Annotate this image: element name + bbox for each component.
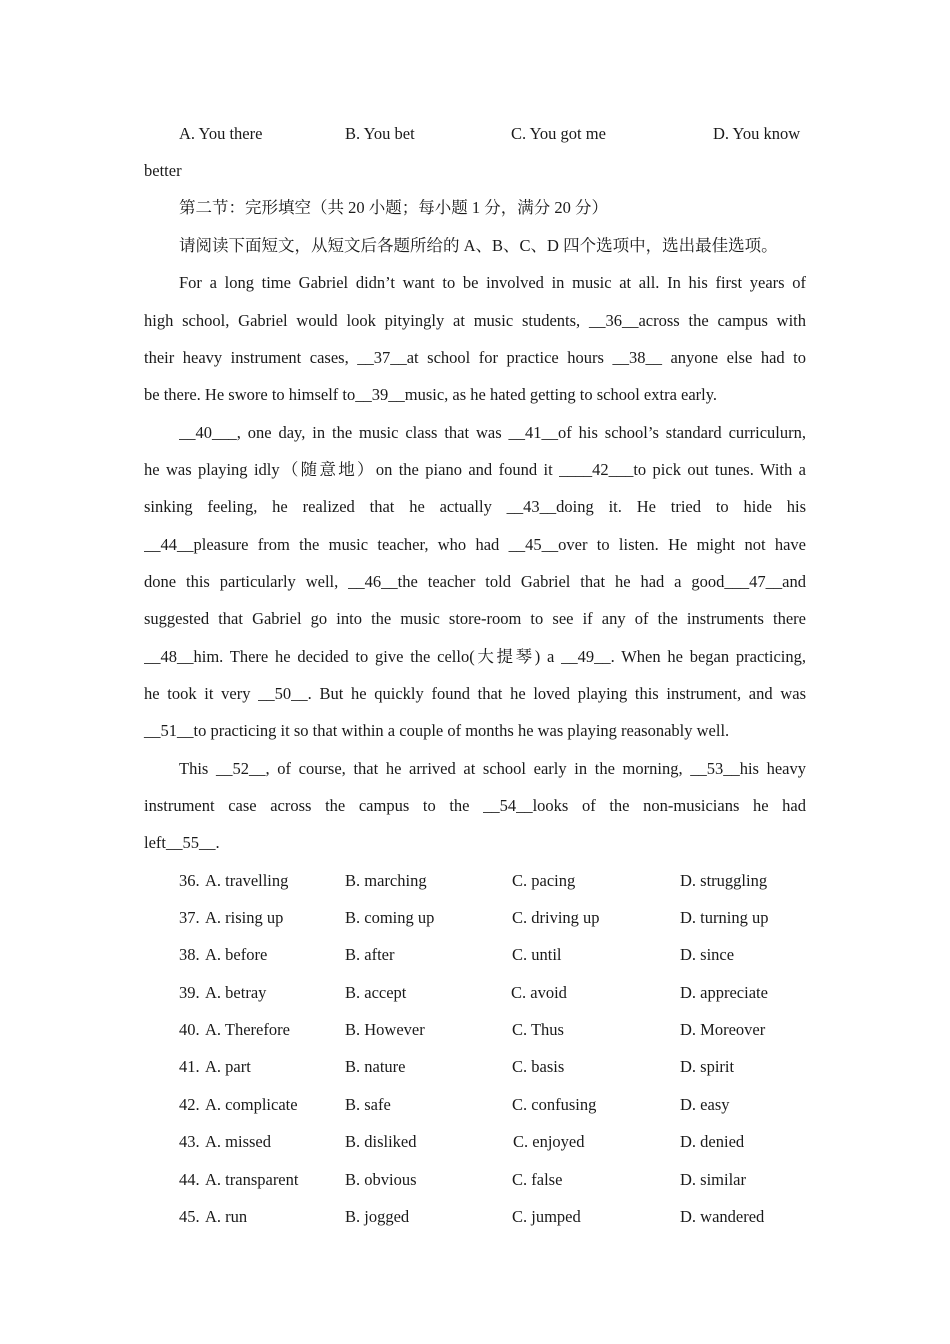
option-d: D. similar (680, 1170, 746, 1189)
passage-line: left__55__. (144, 833, 220, 852)
passage-line: high school, Gabriel would look pityingly at music students, __36__across the campus with (144, 311, 806, 330)
passage-line: __51__to practicing it so that within a couple of months he was playing reasonably well. (144, 721, 730, 740)
option-d: D. since (680, 945, 735, 964)
passage-line: be there. He swore to himself to__39__music, as he hated getting to school extra early. (144, 385, 718, 404)
option-a: A. transparent (205, 1170, 299, 1189)
option-a: A. before (205, 945, 268, 964)
question-number: 45. (179, 1207, 200, 1226)
passage-line: __48__him. There he decided to give the cello(大提琴) a __49__. When he began practicing, (144, 647, 806, 666)
passage-line: __40___, one day, in the music class that was __41__of his school’s standard curriculurn, (179, 423, 806, 442)
option-c: C. jumped (512, 1207, 581, 1226)
question-number: 42. (179, 1095, 200, 1114)
option-a: A. run (205, 1207, 248, 1226)
section-instruction: 请阅读下面短文，从短文后各题所给的 A、B、C、D 四个选项中，选出最佳选项。 (179, 236, 778, 255)
passage-line: he was playing idly（随意地）on the piano and found it ____42___to pick out tunes. With a (144, 460, 806, 479)
question-number: 41. (179, 1057, 200, 1076)
option-d: D. easy (680, 1095, 730, 1114)
passage-line: done this particularly well, __46__the teacher told Gabriel that he had a good___47__and (144, 572, 806, 591)
question-number: 44. (179, 1170, 200, 1189)
option-c: C. Thus (512, 1020, 564, 1039)
option-d: D. appreciate (680, 983, 768, 1002)
option-b: B. disliked (345, 1132, 417, 1151)
passage-line: For a long time Gabriel didn’t want to be involved in music at all. In his first years of (179, 273, 806, 292)
option-d: D. denied (680, 1132, 745, 1151)
option-a: A. betray (205, 983, 267, 1002)
option-d: D. wandered (680, 1207, 765, 1226)
option-c: C. confusing (512, 1095, 597, 1114)
question-number: 43. (179, 1132, 200, 1151)
option-b: B. marching (345, 871, 427, 890)
passage-line: sinking feeling, he realized that he actually __43__doing it. He tried to hide his (144, 497, 806, 516)
option-b: B. However (345, 1020, 425, 1039)
passage-line: he took it very __50__. But he quickly found that he loved playing this instrument, and was (144, 684, 806, 703)
passage-line: their heavy instrument cases, __37__at school for practice hours __38__ anyone else had to (144, 348, 806, 367)
question-number: 40. (179, 1020, 200, 1039)
option-c: C. enjoyed (513, 1132, 585, 1151)
option-a: A. travelling (205, 871, 289, 890)
prev-option-d: D. You know (713, 124, 801, 143)
option-a: A. rising up (205, 908, 284, 927)
option-d: D. Moreover (680, 1020, 766, 1039)
passage-line: suggested that Gabriel go into the music store-room to see if any of the instruments there (144, 609, 806, 628)
option-c: C. basis (512, 1057, 565, 1076)
question-number: 38. (179, 945, 200, 964)
option-c: C. false (512, 1170, 563, 1189)
option-a: A. Therefore (205, 1020, 290, 1039)
option-d: D. turning up (680, 908, 769, 927)
option-c: C. pacing (512, 871, 576, 890)
option-c: C. driving up (512, 908, 600, 927)
question-number: 37. (179, 908, 200, 927)
question-number: 36. (179, 871, 200, 890)
option-d: D. struggling (680, 871, 768, 890)
section-heading: 第二节：完形填空（共 20 小题；每小题 1 分，满分 20 分） (179, 198, 608, 217)
passage-line: __44__pleasure from the music teacher, who had __45__over to listen. He might not have (144, 535, 806, 554)
option-a: A. part (205, 1057, 251, 1076)
option-b: B. jogged (345, 1207, 410, 1226)
passage-line: This __52__, of course, that he arrived at school early in the morning, __53__his heavy (179, 759, 806, 778)
prev-option-c: C. You got me (511, 124, 606, 143)
option-c: C. avoid (511, 983, 567, 1002)
question-number: 39. (179, 983, 200, 1002)
option-a: A. missed (205, 1132, 271, 1151)
option-b: B. obvious (345, 1170, 417, 1189)
option-c: C. until (512, 945, 562, 964)
passage-line: instrument case across the campus to the __54__looks of the non-musicians he had (144, 796, 806, 815)
option-d: D. spirit (680, 1057, 735, 1076)
option-b: B. safe (345, 1095, 391, 1114)
option-b: B. accept (345, 983, 407, 1002)
prev-option-d-wrap: better (144, 161, 182, 180)
option-b: B. nature (345, 1057, 406, 1076)
prev-option-b: B. You bet (345, 124, 415, 143)
option-b: B. coming up (345, 908, 435, 927)
option-b: B. after (345, 945, 395, 964)
option-a: A. complicate (205, 1095, 298, 1114)
prev-option-a: A. You there (179, 124, 263, 143)
